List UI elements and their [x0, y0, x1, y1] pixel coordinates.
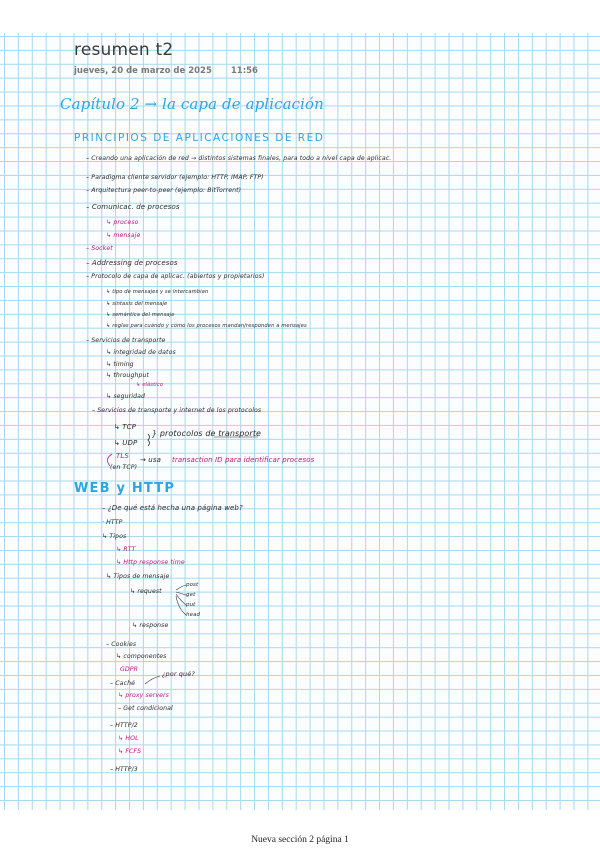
note-line: ↳ request: [130, 588, 162, 595]
note-line: ↳ FCFS: [118, 748, 142, 755]
note-line: ↳ componentes: [116, 653, 167, 660]
note-line: ↳ response: [132, 622, 169, 629]
note-line: ↳ timing: [106, 361, 134, 368]
note-line: ↳ RTT: [116, 546, 136, 553]
note-line: – Comunicac. de procesos: [86, 203, 180, 211]
note-line: – Servicios de transporte: [86, 337, 166, 344]
note-line: ↳ proceso: [106, 219, 139, 226]
note-line: ↳ Tipos: [102, 533, 127, 540]
page-date: jueves, 20 de marzo de 2025: [74, 66, 212, 76]
note-line: – Caché: [110, 680, 136, 687]
note-line: ↳ tipo de mensajes y se intercambian: [106, 289, 209, 295]
note-line: → usa: [140, 456, 161, 464]
chapter-title: Capítulo 2 → la capa de aplicación: [60, 95, 324, 113]
note-line: ↳ semántica del mensaje: [106, 312, 175, 318]
note-line: ↳ integridad de datos: [106, 349, 176, 356]
note-line: – Cookies: [106, 641, 137, 648]
note-line: head: [186, 612, 201, 618]
section-heading-web-http: WEB y HTTP: [74, 481, 176, 496]
grid-page: [0, 33, 600, 810]
note-line: – Protocolo de capa de aplicac. (abiertos y propietarios): [86, 273, 265, 280]
page-meta: [74, 66, 274, 76]
note-line: – Servicios de transporte y internet de los protocolos: [92, 407, 262, 414]
note-line: ↳ throughput: [106, 372, 150, 379]
note-line: · HTTP: [102, 519, 123, 526]
note-line: ↳ seguridad: [106, 393, 146, 400]
page-time: 11:56: [230, 66, 258, 76]
note-line: ↳ elástico: [136, 382, 164, 388]
note-line: – Paradigma cliente servidor (ejemplo: HTTP, IMAP, FTP): [86, 174, 264, 181]
note-line: ↳ HOL: [118, 735, 139, 742]
note-line: ↳ reglas para cuándo y cómo los procesos mandan/responden a mensajes: [106, 323, 307, 329]
note-line: ↳ sintaxis del mensaje: [106, 301, 168, 307]
note-line: (en TCP): [110, 464, 138, 471]
note-line: ¿por qué?: [162, 670, 195, 678]
note-line: TLS: [116, 452, 129, 460]
note-line: – Arquitectura peer-to-peer (ejemplo: BitTorrent): [86, 187, 242, 194]
note-line: ↳ UDP: [114, 439, 138, 447]
note-line: ↳ Tipos de mensaje: [106, 573, 170, 580]
note-line: put: [186, 602, 196, 608]
note-line: – ¿De qué está hecha una página web?: [102, 504, 243, 512]
note-line: – Get condicional: [118, 705, 173, 712]
note-line: – HTTP/2: [110, 722, 138, 729]
note-line: get: [186, 592, 196, 598]
note-line: ↳ Http response time: [116, 559, 185, 566]
note-line: ↳ TCP: [114, 423, 136, 431]
section-heading-principios: PRINCIPIOS DE APLICACIONES DE RED: [74, 132, 325, 144]
note-line: – Creando una aplicación de red → distintos sistemas finales, para todo a nivel capa de aplicac.: [86, 155, 392, 162]
note-line: ↳ mensaje: [106, 232, 141, 239]
note-line: – HTTP/3: [110, 766, 138, 773]
note-line: ↳ proxy servers: [118, 692, 170, 699]
note-line: post: [186, 582, 199, 588]
note-line: – Addressing de procesos: [86, 259, 178, 267]
note-line: } protocolos de transporte: [152, 429, 262, 438]
note-line: – Socket: [86, 245, 113, 252]
note-line: GDPR: [120, 666, 138, 673]
page-footer: Nueva sección 2 página 1: [251, 835, 349, 845]
page-title: resumen t2: [74, 40, 174, 60]
note-line: transaction ID para identificar procesos: [172, 456, 315, 464]
